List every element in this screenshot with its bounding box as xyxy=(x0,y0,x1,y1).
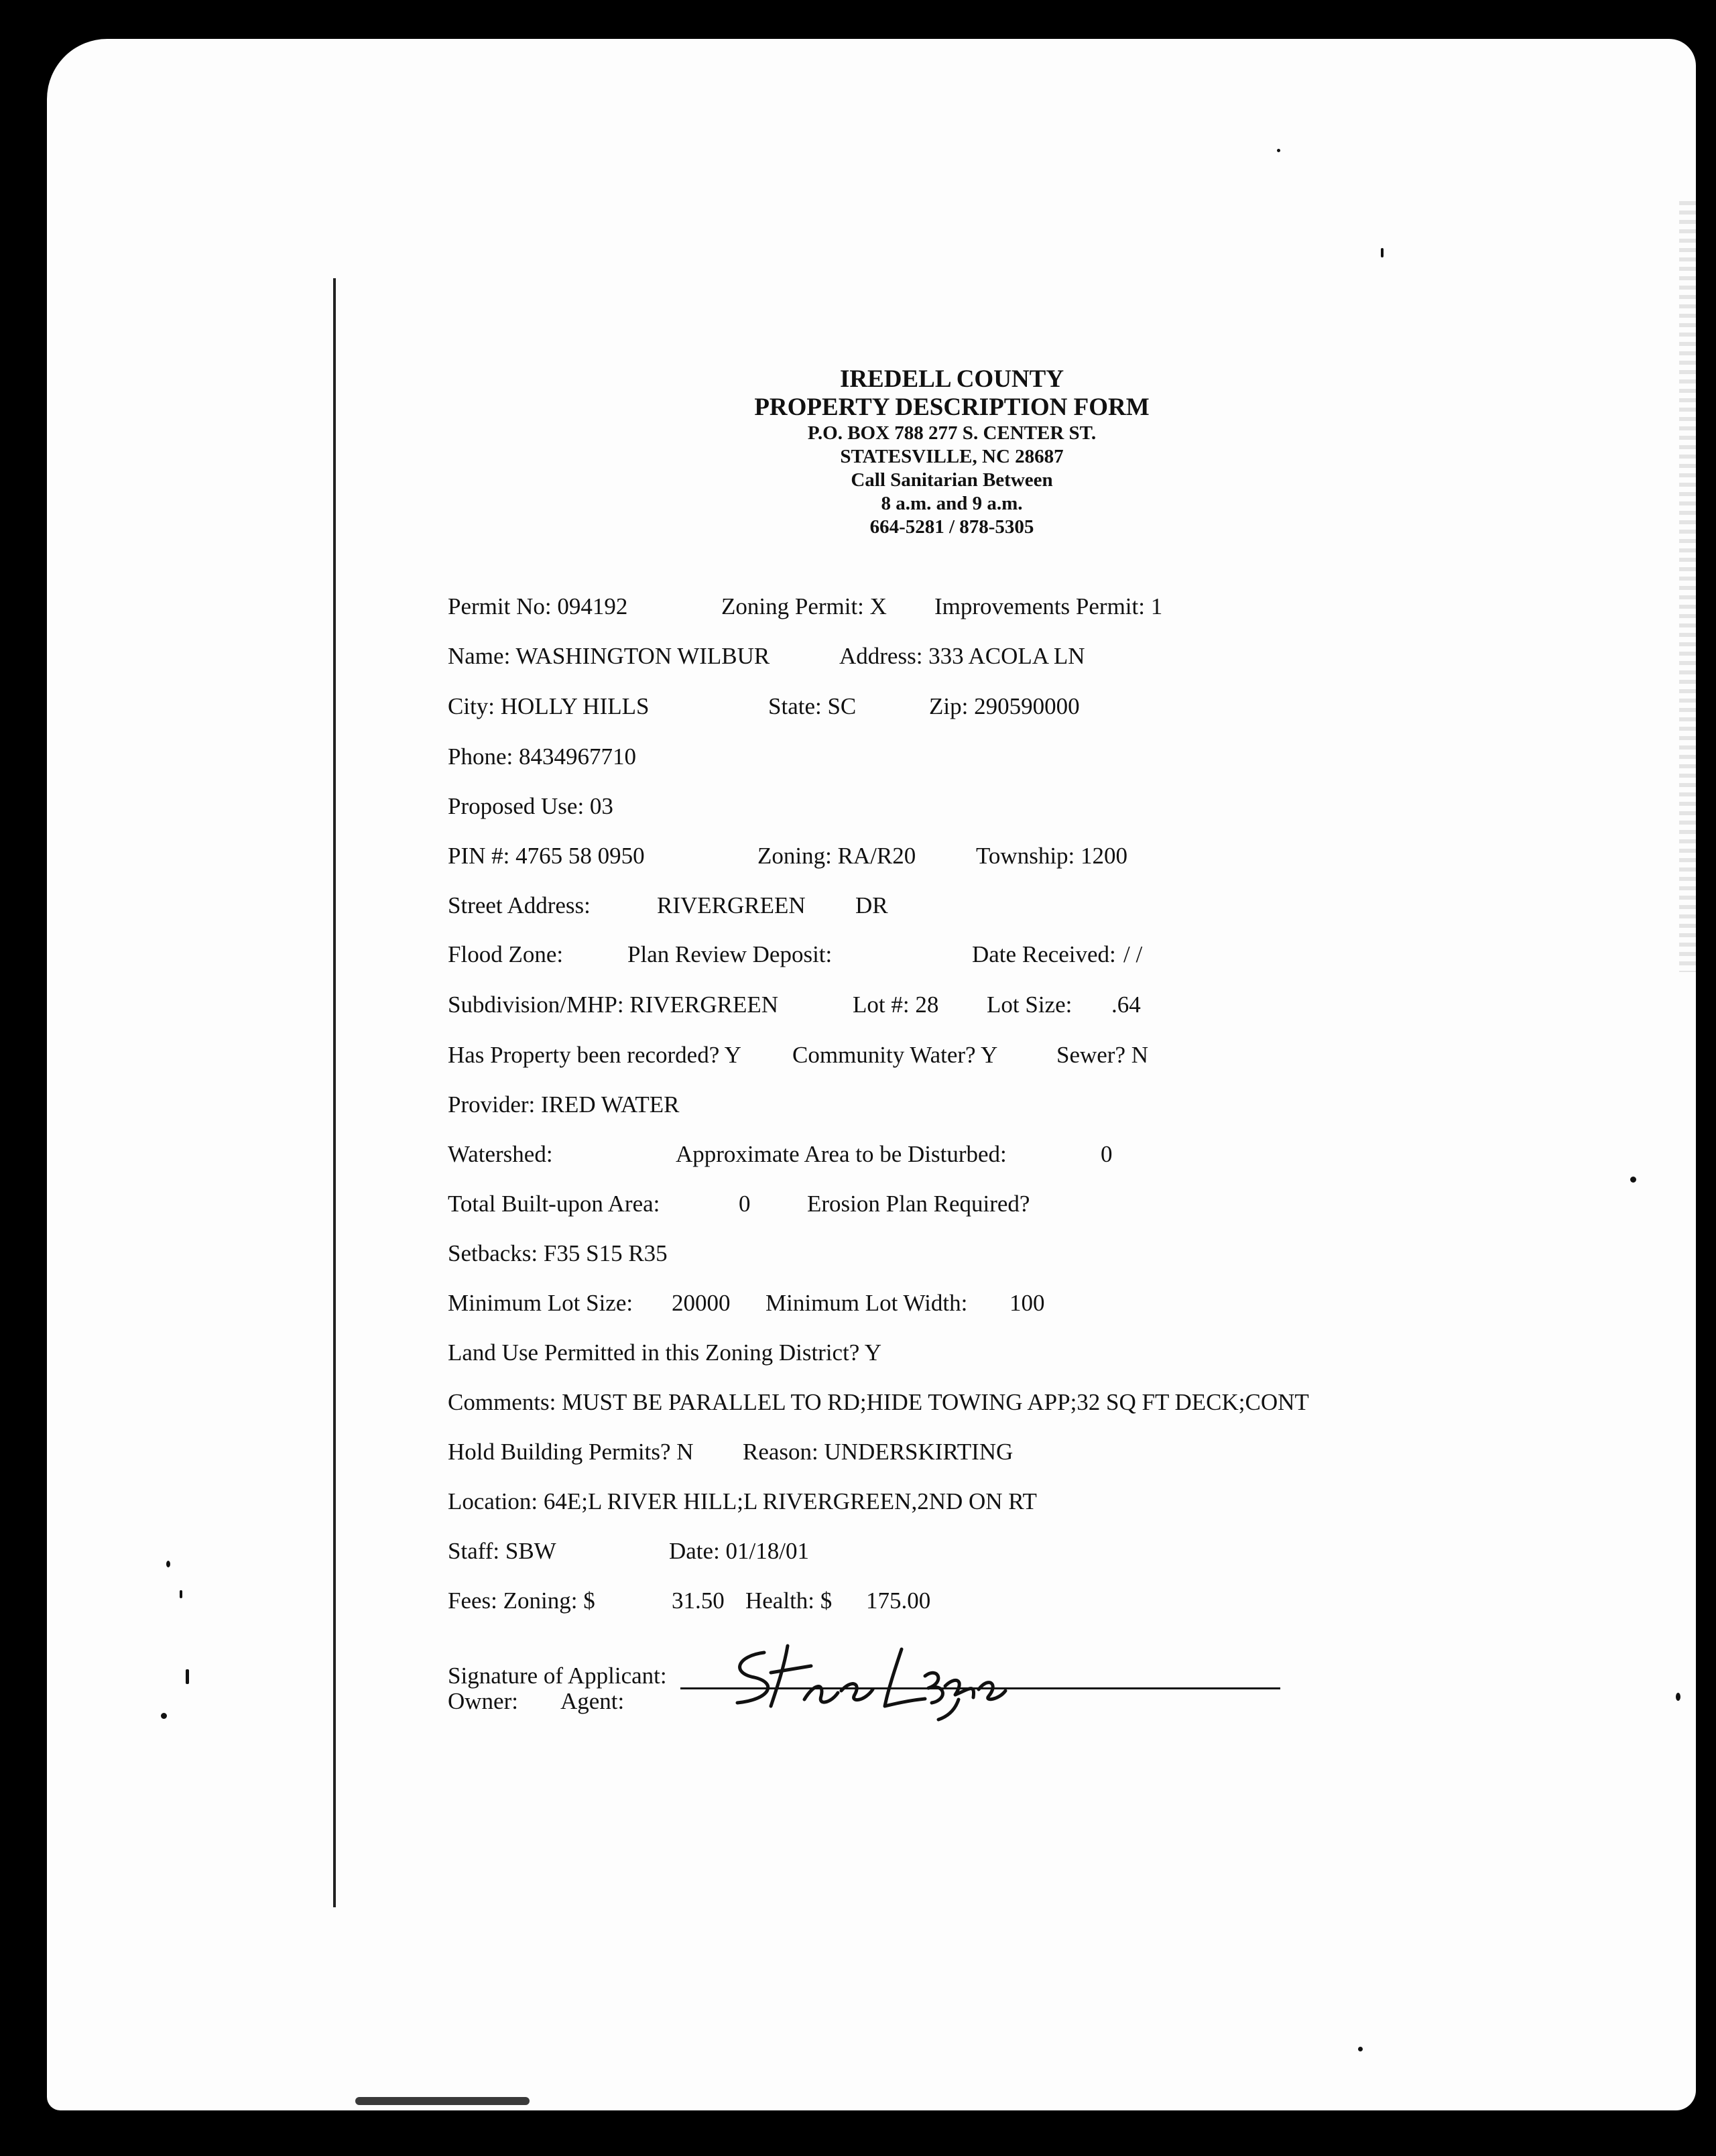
call-instructions: Call Sanitarian Between xyxy=(851,469,1053,491)
plan-review-deposit: Plan Review Deposit: xyxy=(627,941,833,967)
form-header xyxy=(670,365,1233,539)
min-lot-width-value: 100 xyxy=(1009,1290,1045,1316)
watershed: Watershed: xyxy=(448,1141,553,1167)
min-lot-width-label: Minimum Lot Width: xyxy=(765,1290,968,1316)
date-received-label: Date Received: xyxy=(972,941,1116,967)
min-lot-size-value: 20000 xyxy=(672,1290,731,1316)
fees-zoning-value: 31.50 xyxy=(672,1588,725,1614)
zoning-permit: Zoning Permit: X xyxy=(721,593,887,619)
fees-health-label: Health: $ xyxy=(745,1588,833,1614)
scan-speck xyxy=(166,1561,170,1567)
form-title: PROPERTY DESCRIPTION FORM xyxy=(754,394,1150,421)
water-provider: Provider: IRED WATER xyxy=(448,1091,680,1118)
document-page xyxy=(47,39,1696,2110)
applicant-signature xyxy=(724,1636,1019,1723)
comments: Comments: MUST BE PARALLEL TO RD;HIDE TOWING APP;32 SQ FT DECK;CONT xyxy=(448,1389,1309,1415)
location-directions: Location: 64E;L RIVER HILL;L RIVERGREEN,2ND ON RT xyxy=(448,1488,1037,1514)
erosion-plan: Erosion Plan Required? xyxy=(807,1191,1030,1217)
scan-speck xyxy=(1358,2047,1363,2051)
pin-number: PIN #: 4765 58 0950 xyxy=(448,843,645,869)
hold-building-permits: Hold Building Permits? N xyxy=(448,1439,694,1465)
area-disturbed-value: 0 xyxy=(1101,1141,1113,1167)
min-lot-size-label: Minimum Lot Size: xyxy=(448,1290,633,1316)
applicant-city: City: HOLLY HILLS xyxy=(448,693,650,719)
fees-health-value: 175.00 xyxy=(866,1588,931,1614)
applicant-phone: Phone: 8434967710 xyxy=(448,743,636,770)
phone-numbers: 664-5281 / 878-5305 xyxy=(869,516,1034,538)
zoning-district: Zoning: RA/R20 xyxy=(757,843,916,869)
permit-number: Permit No: 094192 xyxy=(448,593,628,619)
township: Township: 1200 xyxy=(976,843,1128,869)
sewer: Sewer? N xyxy=(1056,1042,1149,1068)
property-recorded: Has Property been recorded? Y xyxy=(448,1042,741,1068)
built-upon-value: 0 xyxy=(739,1191,751,1217)
land-use-permitted: Land Use Permitted in this Zoning District? Y xyxy=(448,1339,882,1366)
applicant-name: Name: WASHINGTON WILBUR xyxy=(448,643,770,669)
scan-speck xyxy=(180,1590,182,1598)
agent-label: Agent: xyxy=(560,1688,625,1714)
form-date: Date: 01/18/01 xyxy=(669,1538,809,1564)
scan-speck xyxy=(1676,1693,1680,1701)
mailing-address: P.O. BOX 788 277 S. CENTER ST. xyxy=(807,422,1097,444)
applicant-address: Address: 333 ACOLA LN xyxy=(839,643,1085,669)
setbacks: Setbacks: F35 S15 R35 xyxy=(448,1240,668,1266)
community-water: Community Water? Y xyxy=(792,1042,998,1068)
signature-label: Signature of Applicant: xyxy=(448,1663,667,1689)
improvements-permit: Improvements Permit: 1 xyxy=(934,593,1163,619)
date-received-value: / / xyxy=(1123,941,1143,967)
hold-reason: Reason: UNDERSKIRTING xyxy=(743,1439,1014,1465)
street-name: RIVERGREEN xyxy=(657,892,806,918)
fees-zoning-label: Fees: Zoning: $ xyxy=(448,1588,595,1614)
proposed-use: Proposed Use: 03 xyxy=(448,793,613,819)
scan-speck xyxy=(161,1713,167,1719)
call-hours: 8 a.m. and 9 a.m. xyxy=(881,493,1023,514)
lot-number: Lot #: 28 xyxy=(853,992,939,1018)
flood-zone: Flood Zone: xyxy=(448,941,564,967)
subdivision: Subdivision/MHP: RIVERGREEN xyxy=(448,992,778,1018)
area-disturbed-label: Approximate Area to be Disturbed: xyxy=(676,1141,1007,1167)
street-suffix: DR xyxy=(855,892,888,918)
staff: Staff: SBW xyxy=(448,1538,556,1564)
applicant-state: State: SC xyxy=(768,693,857,719)
lot-size-label: Lot Size: xyxy=(987,992,1072,1018)
left-margin-rule xyxy=(333,278,336,1907)
scan-speck xyxy=(1277,149,1280,152)
city-state-zip: STATESVILLE, NC 28687 xyxy=(840,446,1064,467)
scan-edge-noise xyxy=(1679,201,1696,972)
owner-label: Owner: xyxy=(448,1688,518,1714)
county-name: IREDELL COUNTY xyxy=(839,365,1064,393)
scan-speck xyxy=(1630,1177,1636,1183)
scan-smudge xyxy=(355,2097,530,2105)
built-upon-label: Total Built-upon Area: xyxy=(448,1191,660,1217)
street-address-label: Street Address: xyxy=(448,892,591,918)
lot-size-value: .64 xyxy=(1111,992,1141,1018)
applicant-zip: Zip: 290590000 xyxy=(929,693,1080,719)
scan-speck xyxy=(186,1669,189,1684)
scan-speck xyxy=(1381,248,1384,257)
